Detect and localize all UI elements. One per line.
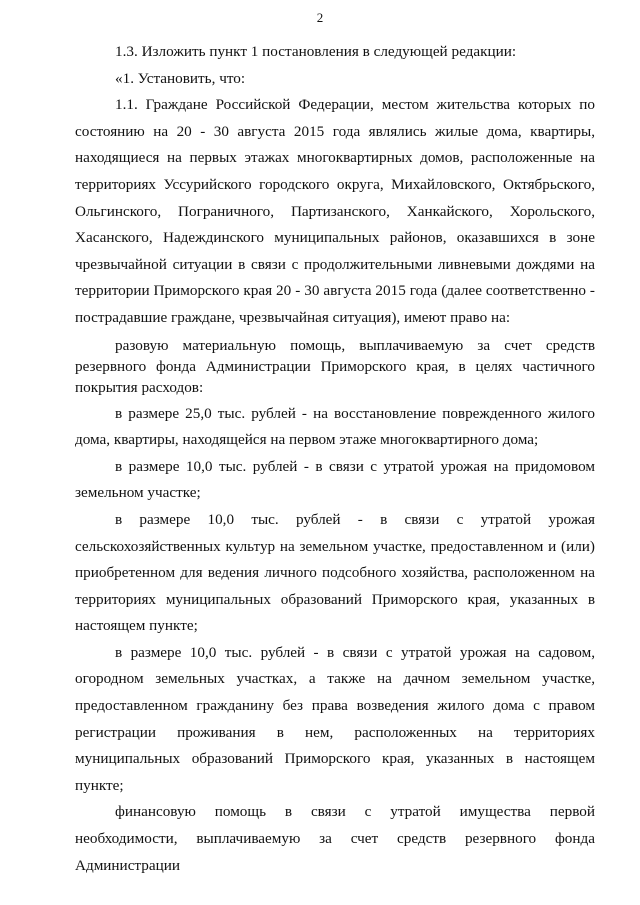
document-body	[75, 39, 595, 879]
paragraph-1-3: 1.3. Изложить пункт 1 постановления в следующей редакции:	[115, 43, 517, 60]
paragraph-garden-crop: в размере 10,0 тыс. рублей - в связи с утратой урожая на садовом, огородном земельных участках, а также на дачном земельном участке, предоставленном гражданину без права возведения жилого дома с правом регистрации проживания в нем, расположенных на территориях муниципальных образований Приморского края, указанных в настоящем пункте;	[75, 643, 595, 794]
paragraph-establish: «1. Установить, что:	[115, 69, 246, 87]
paragraph-one-time-aid: разовую материальную помощь, выплачиваемую за счет средств резервного фонда Администрации Приморского края, в целях частичного покрытия расходов:	[75, 336, 595, 396]
paragraph-agricultural-crop: в размере 10,0 тыс. рублей - в связи с утратой урожая сельскохозяйственных культур на земельном участке, предоставленном и (или) приобретенном для ведения личного подсобного хозяйства, расположенном на территориях муниципальных образований Приморского края, указанных в настоящем пункте;	[75, 510, 595, 635]
paragraph-house-repair: в размере 25,0 тыс. рублей - на восстановление поврежденного жилого дома, квартиры, находящейся на первом этаже многоквартирного дома;	[75, 404, 595, 449]
paragraph-home-plot-crop: в размере 10,0 тыс. рублей - в связи с утратой урожая на придомовом земельном участке;	[75, 457, 595, 502]
paragraph-financial-aid: финансовую помощь в связи с утратой имущества первой необходимости, выплачиваемую за счет средств резервного фонда Администрации	[75, 803, 595, 874]
paragraph-1-1: 1.1. Граждане Российской Федерации, местом жительства которых по состоянию на 20 - 30 августа 2015 года являлись жилые дома, квартиры, находящиеся на первых этажах многоквартирных домов, расположенные на территориях Уссурийского городского округа, Михайловского, Октябрьского, Ольгинского, Пограничного, Партизанского, Ханкайского, Хорольского, Хасанского, Надеждинского муниципальных районов, оказавшихся в зоне чрезвычайной ситуации в связи с продолжительными ливневыми дождями на территории Приморского края 20 - 30 августа 2015 года (далее соответственно - пострадавшие граждане, чрезвычайная ситуация), имеют право на:	[75, 96, 595, 326]
page-number: 2	[316, 10, 324, 25]
